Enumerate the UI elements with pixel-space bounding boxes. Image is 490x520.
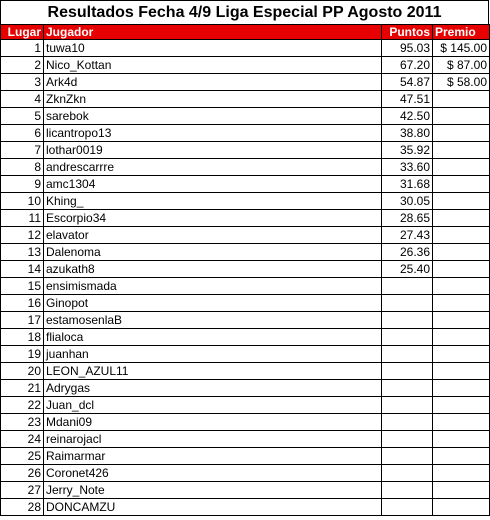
table-row — [1, 329, 490, 346]
player-cell: Ginopot — [44, 295, 382, 312]
rank-cell: 8 — [1, 159, 44, 176]
prize-cell — [433, 448, 490, 465]
player-cell: tuwa10 — [44, 40, 382, 57]
player-cell: sarebok — [44, 108, 382, 125]
player-cell: Mdani09 — [44, 414, 382, 431]
points-cell: 95.03 — [382, 40, 433, 57]
rank-cell: 18 — [1, 329, 44, 346]
points-cell: 47.51 — [382, 91, 433, 108]
points-cell — [382, 482, 433, 499]
player-cell: andrescarrre — [44, 159, 382, 176]
prize-cell: $ 145.00 — [433, 40, 490, 57]
player-cell: Jerry_Note — [44, 482, 382, 499]
rank-cell: 3 — [1, 74, 44, 91]
player-cell: Juan_dcl — [44, 397, 382, 414]
rank-cell: 12 — [1, 227, 44, 244]
points-cell: 27.43 — [382, 227, 433, 244]
rank-cell: 7 — [1, 142, 44, 159]
player-cell: elavator — [44, 227, 382, 244]
player-cell: Adrygas — [44, 380, 382, 397]
table-row — [1, 431, 490, 448]
table-row — [1, 414, 490, 431]
player-cell: ensimismada — [44, 278, 382, 295]
table-row — [1, 108, 490, 125]
prize-cell — [433, 363, 490, 380]
table-row — [1, 397, 490, 414]
points-cell — [382, 380, 433, 397]
table-row — [1, 482, 490, 499]
player-cell: Escorpio34 — [44, 210, 382, 227]
rank-cell: 28 — [1, 499, 44, 516]
player-cell: Coronet426 — [44, 465, 382, 482]
points-cell: 54.87 — [382, 74, 433, 91]
prize-cell — [433, 108, 490, 125]
table-row — [1, 278, 490, 295]
prize-cell — [433, 210, 490, 227]
column-header-puntos: Puntos — [382, 25, 433, 40]
prize-cell — [433, 142, 490, 159]
table-row — [1, 244, 490, 261]
points-cell: 35.92 — [382, 142, 433, 159]
points-cell — [382, 295, 433, 312]
results-body — [1, 40, 490, 516]
table-row — [1, 499, 490, 516]
points-cell: 31.68 — [382, 176, 433, 193]
rank-cell: 1 — [1, 40, 44, 57]
prize-cell — [433, 414, 490, 431]
player-cell: Ark4d — [44, 74, 382, 91]
points-cell: 38.80 — [382, 125, 433, 142]
rank-cell: 26 — [1, 465, 44, 482]
table-row — [1, 91, 490, 108]
points-cell — [382, 346, 433, 363]
prize-cell — [433, 278, 490, 295]
player-cell: Raimarmar — [44, 448, 382, 465]
player-cell: flialoca — [44, 329, 382, 346]
points-cell — [382, 278, 433, 295]
rank-cell: 23 — [1, 414, 44, 431]
prize-cell — [433, 244, 490, 261]
rank-cell: 24 — [1, 431, 44, 448]
table-row — [1, 227, 490, 244]
player-cell: amc1304 — [44, 176, 382, 193]
prize-cell — [433, 329, 490, 346]
prize-cell — [433, 91, 490, 108]
rank-cell: 22 — [1, 397, 44, 414]
table-row — [1, 448, 490, 465]
prize-cell — [433, 431, 490, 448]
rank-cell: 25 — [1, 448, 44, 465]
table-row — [1, 210, 490, 227]
prize-cell — [433, 482, 490, 499]
prize-cell — [433, 227, 490, 244]
prize-cell — [433, 499, 490, 516]
player-cell: ZknZkn — [44, 91, 382, 108]
rank-cell: 20 — [1, 363, 44, 380]
points-cell: 25.40 — [382, 261, 433, 278]
rank-cell: 21 — [1, 380, 44, 397]
table-row — [1, 380, 490, 397]
column-header-jugador: Jugador — [44, 25, 382, 40]
rank-cell: 2 — [1, 57, 44, 74]
column-header-lugar: Lugar — [1, 25, 44, 40]
player-cell: reinarojacl — [44, 431, 382, 448]
prize-cell: $ 87.00 — [433, 57, 490, 74]
table-row — [1, 295, 490, 312]
table-row — [1, 142, 490, 159]
rank-cell: 16 — [1, 295, 44, 312]
table-row — [1, 57, 490, 74]
rank-cell: 10 — [1, 193, 44, 210]
rank-cell: 9 — [1, 176, 44, 193]
player-cell: estamosenlaB — [44, 312, 382, 329]
points-cell — [382, 397, 433, 414]
rank-cell: 19 — [1, 346, 44, 363]
prize-cell — [433, 397, 490, 414]
points-cell — [382, 363, 433, 380]
player-cell: LEON_AZUL11 — [44, 363, 382, 380]
table-row — [1, 261, 490, 278]
prize-cell — [433, 176, 490, 193]
table-row — [1, 346, 490, 363]
points-cell: 67.20 — [382, 57, 433, 74]
rank-cell: 11 — [1, 210, 44, 227]
points-cell: 30.05 — [382, 193, 433, 210]
points-cell — [382, 431, 433, 448]
player-cell: juanhan — [44, 346, 382, 363]
player-cell: DONCAMZU — [44, 499, 382, 516]
points-cell — [382, 414, 433, 431]
table-row — [1, 74, 490, 91]
rank-cell: 27 — [1, 482, 44, 499]
player-cell: lothar0019 — [44, 142, 382, 159]
prize-cell — [433, 261, 490, 278]
table-row — [1, 159, 490, 176]
prize-cell — [433, 159, 490, 176]
rank-cell: 13 — [1, 244, 44, 261]
table-row — [1, 312, 490, 329]
points-cell: 28.65 — [382, 210, 433, 227]
player-cell: azukath8 — [44, 261, 382, 278]
table-row — [1, 125, 490, 142]
rank-cell: 5 — [1, 108, 44, 125]
rank-cell: 15 — [1, 278, 44, 295]
points-cell: 26.36 — [382, 244, 433, 261]
rank-cell: 17 — [1, 312, 44, 329]
prize-cell — [433, 380, 490, 397]
points-cell — [382, 448, 433, 465]
rank-cell: 6 — [1, 125, 44, 142]
player-cell: licantropo13 — [44, 125, 382, 142]
rank-cell: 4 — [1, 91, 44, 108]
points-cell: 42.50 — [382, 108, 433, 125]
rank-cell: 14 — [1, 261, 44, 278]
table-row — [1, 465, 490, 482]
sheet-title: Resultados Fecha 4/9 Liga Especial PP Agosto 2011 — [0, 0, 489, 24]
player-cell: Dalenoma — [44, 244, 382, 261]
header-row — [1, 25, 490, 40]
table-row — [1, 40, 490, 57]
prize-cell — [433, 465, 490, 482]
prize-cell — [433, 193, 490, 210]
points-cell: 33.60 — [382, 159, 433, 176]
prize-cell — [433, 346, 490, 363]
table-row — [1, 363, 490, 380]
table-row — [1, 176, 490, 193]
prize-cell — [433, 295, 490, 312]
points-cell — [382, 312, 433, 329]
player-cell: Khing_ — [44, 193, 382, 210]
points-cell — [382, 329, 433, 346]
points-cell — [382, 499, 433, 516]
player-cell: Nico_Kottan — [44, 57, 382, 74]
results-table — [0, 24, 490, 516]
prize-cell — [433, 125, 490, 142]
prize-cell: $ 58.00 — [433, 74, 490, 91]
table-row — [1, 193, 490, 210]
column-header-premio: Premio — [433, 25, 490, 40]
prize-cell — [433, 312, 490, 329]
points-cell — [382, 465, 433, 482]
